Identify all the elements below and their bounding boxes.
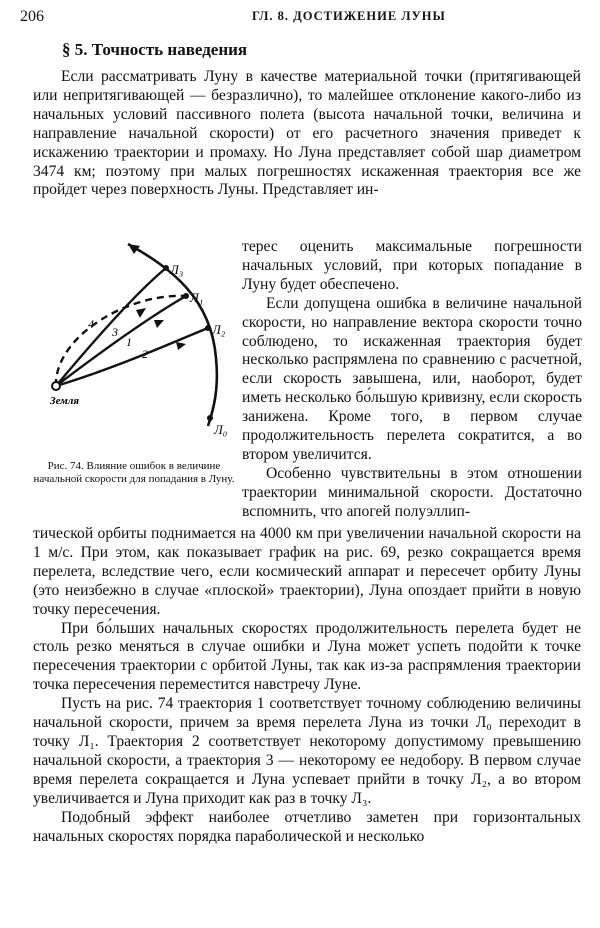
page-header (12, 6, 580, 28)
moon-point-3 (163, 265, 169, 271)
page-number: 206 (20, 8, 44, 25)
arrow-icon (154, 320, 164, 328)
running-title: ГЛ. 8. ДОСТИЖЕНИЕ ЛУНЫ (252, 9, 446, 23)
paragraph-2: Если допущена ошибка в величине начальной скорости, но направление вектора скорости точно соблюдено, то искаженная траектория будет несколько распрямлена по сравнению с расчетной, если скорость завышена, или, наоборот, будет иметь несколько бо́льшую кривизну, если скорость занижена. Кроме того, в первом случае продолжительность перелета сократится, а во втором увеличится. (242, 294, 582, 463)
wrapped-text-column (242, 238, 582, 522)
arrow-icon (136, 308, 146, 318)
paragraph-4: При бо́льших начальных скоростях продолжительность перелета будет не столь резко меняться в случае ошибки и Луна может успеть подойти к точке пересечения траектории с орбитой Луны, так как из-за распрямления траектории точка пересечения переместится навстречу Луне. (33, 619, 581, 694)
label-l3: Л₃ (170, 262, 184, 277)
moon-point-1 (183, 293, 189, 299)
paragraph-text: терес оценить максимальные погрешности начальных условий, при которых попадание в Луну будет обеспечено. (242, 238, 582, 293)
paragraph-text: Если рассматривать Луну в качестве материальной точки (притягивающей или непритягивающей — безразлично), то малейшее отклонение какого-либо из начальных условий пассивного полета (высота начальной точки, величина и направление начальной скорости) от его расчетного значения приведет к искажению траектории и промаху. Но Луна представляет собой шар диаметром 3474 км; поэтому при малых погрешностях искаженная траектория все же пройдет через поверхность Луны. Представляет ин- (33, 68, 581, 199)
paragraph-3-start: Особенно чувствительны в этом отношении траектории минимальной скорости. Достаточно вспомнить, что апогей полуэллип- (242, 464, 582, 520)
paragraph-3-rest: тической орбиты поднимается на 4000 км при увеличении начальной скорости на 1 м/с. При этом, как показывает график на рис. 69, резко сокращается время перелета, вследствие чего, если космический аппарат и пересечет орбиту Луны (это неизбежно в случае «плоской» траектории), Луна опоздает прийти в новую точку пересечения. (33, 525, 581, 618)
label-l2: Л₂ (212, 322, 226, 337)
curve-number-4: 4 (88, 317, 94, 331)
section-title: § 5. Точность наведения (62, 40, 248, 59)
curve-number-3: 3 (112, 325, 118, 339)
trajectory-2 (56, 328, 208, 386)
label-l1: Л₁ (190, 290, 204, 305)
curve-number-1: 1 (126, 335, 132, 349)
earth-label: Земля (50, 395, 80, 407)
trajectory-figure (36, 238, 236, 470)
lower-text (33, 525, 581, 846)
paragraph-1 (33, 68, 581, 200)
earth-point (52, 382, 60, 390)
paragraph-6: Подобный эффект наиболее отчетливо заметен при горизонтальных начальных скоростях порядка параболической и несколько (33, 808, 581, 845)
label-l0: Л₀ (214, 422, 228, 437)
moon-point-0 (207, 415, 213, 421)
arrow-icon (176, 342, 186, 350)
figure-caption: Рис. 74. Влияние ошибок в величине начальной скорости для попадания в Луну. (33, 460, 235, 485)
moon-point-2 (205, 325, 211, 331)
curve-number-2: 2 (142, 347, 148, 361)
paragraph-5: Пусть на рис. 74 траектория 1 соответствует точному соблюдению величины начальной скорости, причем за время перелета Луна из точки Л₀ переходит в точку Л₁. Траектория 2 соответствует некоторому допустимому превышению начальной скорости, а траектория 3 — некоторому ее недобору. В первом случае время перелета сокращается и Луна успевает прийти в точку Л₂, а во втором увеличивается и Луна приходит как раз в точку Л₃. (33, 695, 581, 807)
